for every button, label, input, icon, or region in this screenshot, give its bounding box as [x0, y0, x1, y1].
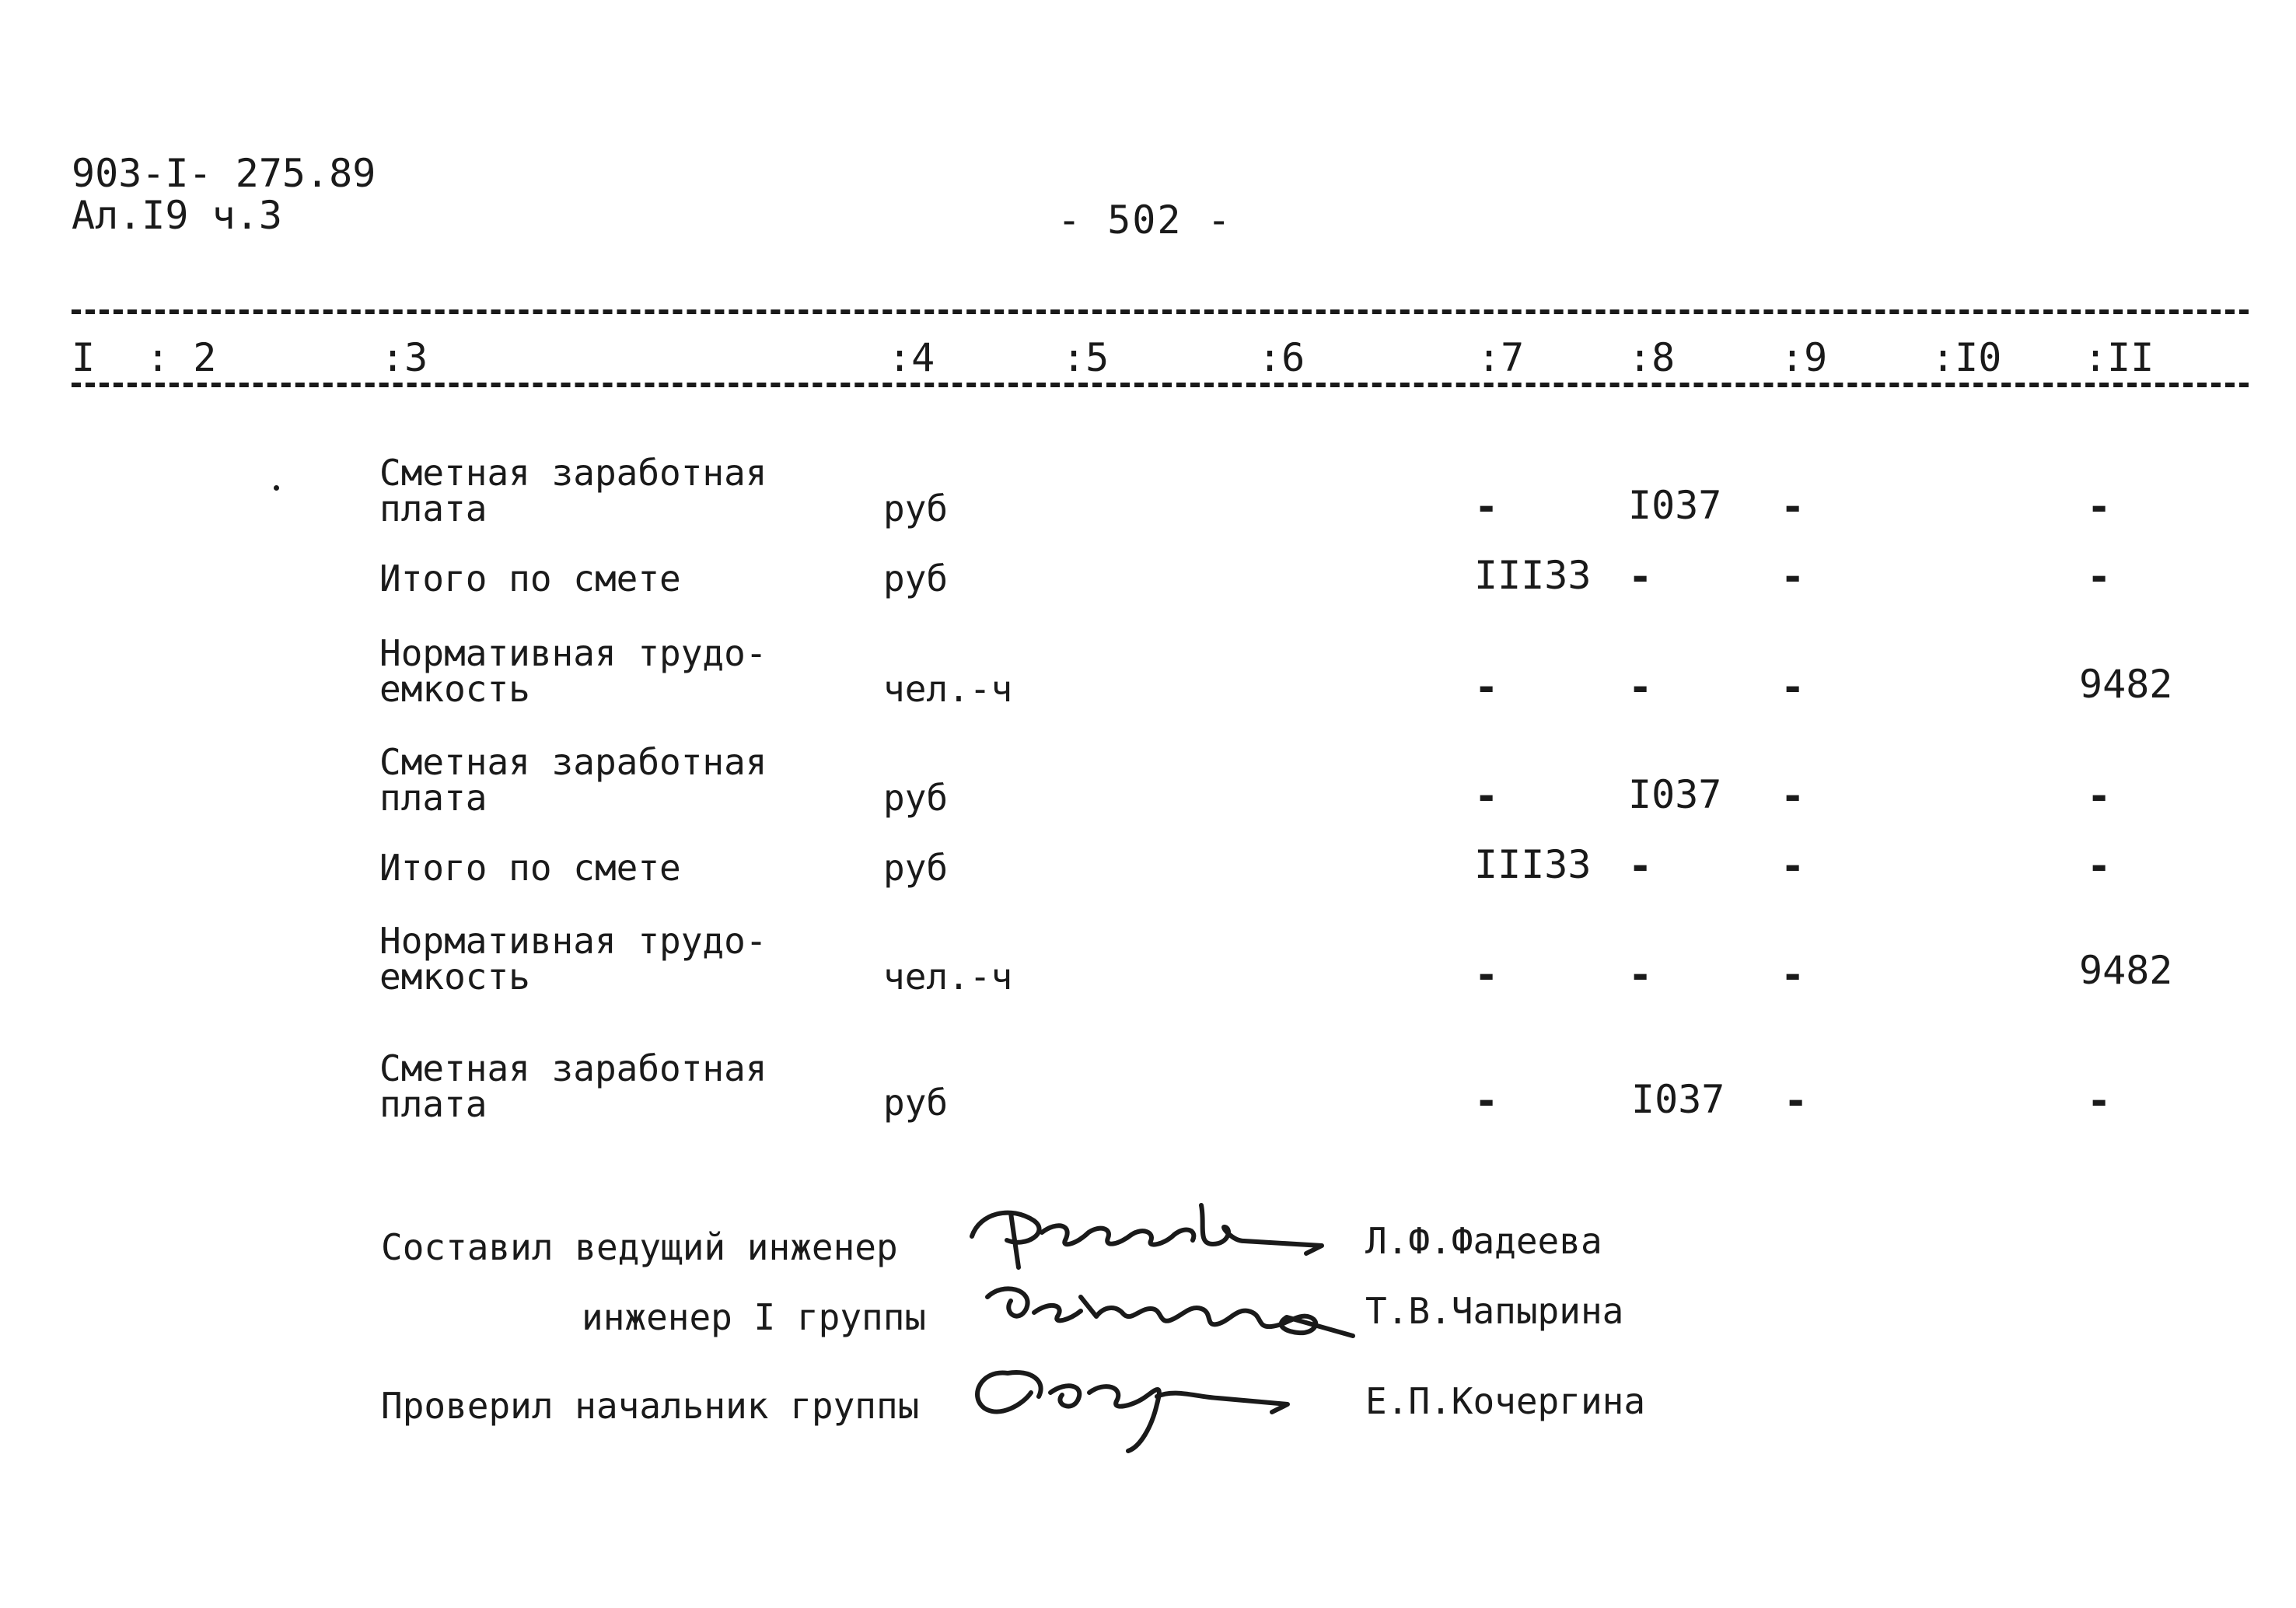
row-unit: руб — [883, 847, 949, 889]
row-col9: - — [1781, 664, 1805, 711]
row-name-line1: Нормативная трудо- — [379, 920, 767, 962]
document-code-line2: Ал.I9 ч.3 — [72, 193, 282, 238]
column-header-1: I — [72, 335, 96, 380]
page-number: - 502 - — [1057, 198, 1232, 243]
signature-chapyrina-handwritten — [980, 1266, 1368, 1359]
row-unit: руб — [883, 558, 949, 600]
signature-role-compiled: Составил ведущий инженер — [381, 1226, 898, 1268]
column-header-10: :I0 — [1931, 335, 2002, 380]
header-underline — [72, 383, 2249, 387]
column-header-11: :II — [2084, 335, 2154, 380]
row-col7: III33 — [1474, 842, 1592, 887]
row-unit: чел.-ч — [883, 956, 1013, 998]
column-header-5: :5 — [1062, 335, 1110, 380]
document-code-line1: 903-I- 275.89 — [72, 151, 376, 196]
row-col9: - — [1781, 554, 1805, 600]
signature-name-kochergina: Е.П.Кочергина — [1365, 1380, 1646, 1422]
row-unit: руб — [883, 777, 949, 819]
row-name-line2: емкость — [379, 956, 530, 998]
signature-name-fadeeva: Л.Ф.Фадеева — [1365, 1220, 1602, 1262]
row-col11: - — [2087, 773, 2112, 820]
row-col9: - — [1784, 1078, 1808, 1124]
row-unit: руб — [883, 1082, 949, 1124]
signature-fadeeva-handwritten — [964, 1190, 1337, 1275]
row-col8: I037 — [1631, 1077, 1725, 1122]
row-col8: - — [1628, 554, 1653, 600]
column-header-9: :9 — [1781, 335, 1828, 380]
row-col11: - — [2087, 484, 2112, 530]
row-name-line1: Итого по смете — [379, 558, 681, 600]
row-col8: - — [1628, 952, 1653, 998]
row-col8: - — [1628, 843, 1653, 890]
row-col7: - — [1474, 664, 1499, 711]
top-separator — [72, 309, 2249, 314]
column-header-2: : 2 — [146, 335, 217, 380]
row-name-line1: Сметная заработная — [379, 741, 767, 783]
row-name-line2: плата — [379, 777, 488, 819]
row-unit: руб — [883, 488, 949, 530]
row-col9: - — [1781, 952, 1805, 998]
row-col7: III33 — [1474, 553, 1592, 598]
row-col7: - — [1474, 484, 1499, 530]
column-header-3: :3 — [381, 335, 428, 380]
signature-role-checked: Проверил начальник группы — [381, 1385, 920, 1427]
column-header-8: :8 — [1628, 335, 1676, 380]
row-name-line2: плата — [379, 488, 488, 530]
row-col11: 9482 — [2079, 662, 2173, 707]
row-unit: чел.-ч — [883, 668, 1013, 710]
row-name-line1: Сметная заработная — [379, 1047, 767, 1089]
row-col9: - — [1781, 773, 1805, 820]
stray-mark — [274, 485, 279, 491]
row-col8: I037 — [1628, 483, 1722, 528]
row-col8: I037 — [1628, 772, 1722, 817]
row-col11: - — [2087, 1078, 2112, 1124]
row-name-line1: Нормативная трудо- — [379, 632, 767, 674]
document-code — [72, 152, 376, 236]
signature-role-engineer: инженер I группы — [582, 1296, 927, 1338]
row-col8: - — [1628, 664, 1653, 711]
row-col11: - — [2087, 843, 2112, 890]
row-col11: 9482 — [2079, 948, 2173, 993]
column-header-4: :4 — [888, 335, 935, 380]
row-col7: - — [1474, 952, 1499, 998]
column-header-7: :7 — [1477, 335, 1525, 380]
column-header-6: :6 — [1258, 335, 1305, 380]
row-col7: - — [1474, 773, 1499, 820]
signature-name-chapyrina: Т.В.Чапырина — [1365, 1290, 1624, 1332]
row-col7: - — [1474, 1078, 1499, 1124]
row-name-line1: Сметная заработная — [379, 452, 767, 494]
row-name-line2: плата — [379, 1083, 488, 1125]
signature-kochergina-handwritten — [961, 1350, 1319, 1466]
row-col9: - — [1781, 484, 1805, 530]
row-name-line1: Итого по смете — [379, 847, 681, 889]
row-name-line2: емкость — [379, 668, 530, 710]
row-col9: - — [1781, 843, 1805, 890]
row-col11: - — [2087, 554, 2112, 600]
